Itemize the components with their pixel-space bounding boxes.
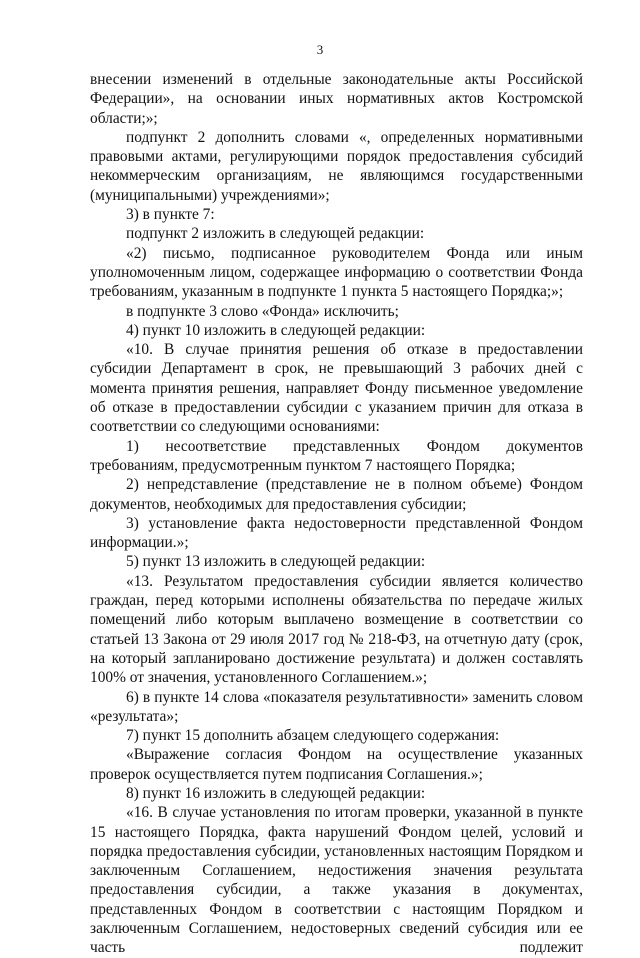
paragraph: «16. В случае установления по итогам проверки, указанной в пункте 15 настоящего Порядка, факта нарушений Фондом целей, условий и порядка предоставления субсидии, установленных настоящим Порядком и заключенным Соглашением, недостижения значения результата предоставления субсидии, а также указания в документах, представленных Фондом в соответствии с настоящим Порядком и заключенным Соглашением, недостоверных сведений субсидия или ее часть подлежит: [90, 804, 583, 957]
paragraph: подпункт 2 дополнить словами «, определенных нормативными правовыми актами, регулирующими порядок предоставления субсидий некоммерческим организациям, не являющимся государственными (муниципальными) учреждениями»;: [90, 128, 583, 204]
page-number: 3: [316, 42, 324, 57]
paragraph: «10. В случае принятия решения об отказе в предоставлении субсидии Департамент в срок, не превышающий 3 рабочих дней с момента принятия решения, направляет Фонду письменное уведомление об отказе в предоставлении субсидии с указанием причин для отказа в соответствии со следующими основаниями:: [90, 341, 583, 436]
paragraph: 8) пункт 16 изложить в следующей редакции:: [126, 784, 426, 802]
paragraph: «Выражение согласия Фондом на осуществление указанных проверок осуществляется путем подписания Соглашения.»;: [90, 746, 583, 783]
paragraph: 3) в пункте 7:: [126, 206, 215, 224]
paragraph: «13. Результатом предоставления субсидии является количество граждан, перед которыми исполнены обязательства по передаче жилых помещений либо которым выплачено возмещение в соответствии со статьей 13 Закона от 29 июля 2017 год № 218-ФЗ, на отчетную дату (срок, на который запланировано достижение результата) и должен составлять 100% от значения, установленного Соглашением.»;: [90, 572, 583, 687]
paragraph: 5) пункт 13 изложить в следующей редакции:: [126, 553, 426, 571]
paragraph: 1) несоответствие представленных Фондом документов требованиям, предусмотренным пунктом 7 настоящего Порядка;: [90, 437, 583, 474]
paragraph: 6) в пункте 14 слова «показателя результативности» заменить словом «результата»;: [90, 688, 583, 725]
paragraph: в подпункте 3 слово «Фонда» исключить;: [126, 302, 399, 320]
paragraph: 2) непредставление (представление не в полном объеме) Фондом документов, необходимых для предоставления субсидии;: [90, 476, 583, 513]
document-body: [90, 70, 583, 958]
paragraph: 4) пункт 10 изложить в следующей редакции:: [126, 321, 426, 339]
paragraph: 7) пункт 15 дополнить абзацем следующего содержания:: [126, 727, 500, 745]
paragraph: 3) установление факта недостоверности представленной Фондом информации.»;: [90, 514, 583, 552]
paragraph: «2) письмо, подписанное руководителем Фонда или иным уполномоченным лицом, содержащее информацию о соответствии Фонда требованиям, указанным в подпункте 1 пункта 5 настоящего Порядка;»;: [90, 244, 583, 301]
paragraph: подпункт 2 изложить в следующей редакции:: [126, 225, 425, 243]
paragraph: внесении изменений в отдельные законодательные акты Российской Федерации», на основании иных нормативных актов Костромской области;»;: [90, 71, 583, 127]
